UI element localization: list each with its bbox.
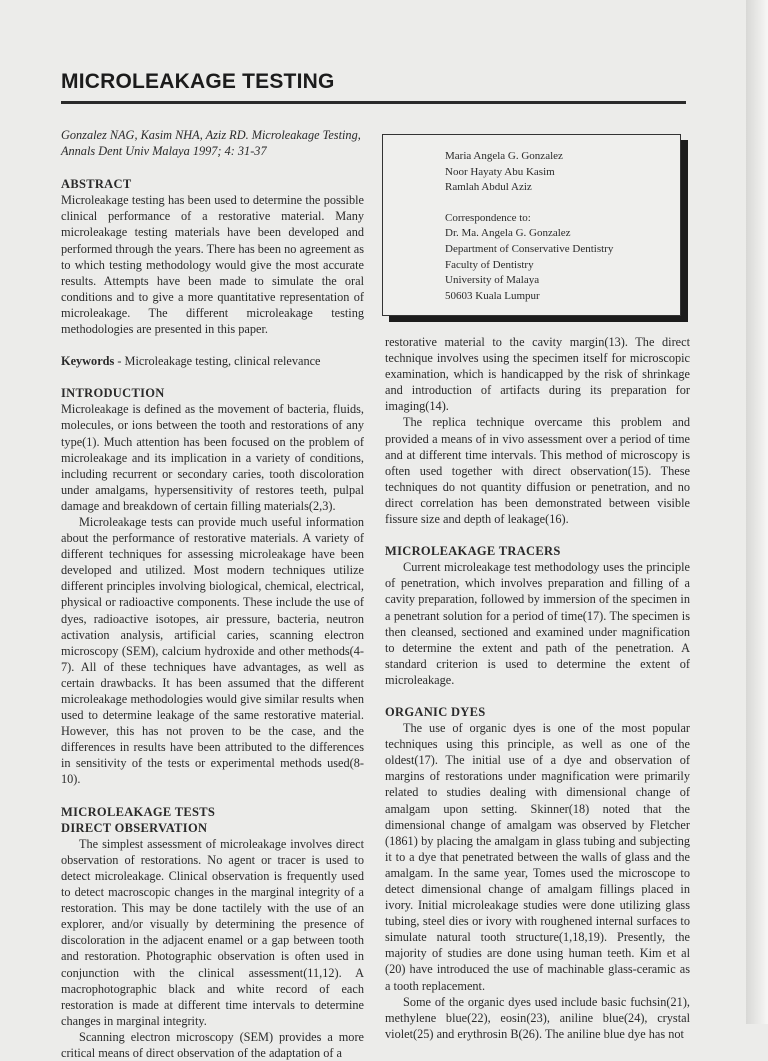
correspondence-label: Correspondence to: [445,211,531,224]
keywords [61,353,364,369]
abstract-text: Microleakage testing has been used to determine the possible clinical performance of a restorative material. Many microleakage testing materials have been developed and performed through the years. There has been no agreement as to which testing methodology would give the most accurate results. Attempts have been made to simulate the oral conditions and to give a more quantitative representation of microleakage. The different microleakage testing methodologies are presented in this paper. [61,193,364,337]
right-paragraph-1: restorative material to the cavity margin(13). The direct technique involves using the specimen itself for microscopic examination, which is handicapped by the risk of shrinkage and introduction of artifacts during its preparation for imaging(14). [385,335,690,414]
direct-observation-paragraph-2: Scanning electron microscopy (SEM) provides a more critical means of direct observation of the adaptation of a [61,1029,364,1060]
author-3: Ramlah Abdul Aziz [445,181,532,194]
direct-observation-paragraph-1: The simplest assessment of microleakage involves direct observation of restorations. No agent or tracer is used to detect microleakage. Clinical observation is frequently used to detect macroscopic changes in the marginal integrity of a restoration. This may be done tactilely with the use of an explorer, and/or visually by determining the presence of discoloration in the adjacent enamel or a gap between tooth and restoration. Photographic observation is often used in conjunction with the clinical assessment(11,12). A macrophotographic black and white record of each restoration is made at different time intervals to determine changes in marginal integrity. [61,836,364,1028]
tracers-heading: MICROLEAKAGE TRACERS [385,544,561,559]
tracers-paragraph: Current microleakage test methodology uses the principle of penetration, which involves preparation and filling of a cavity preparation, followed by immersion of the specimen in a penetrant solution for a period of time(17). The specimen is then cleansed, sectioned and examined under magnification to determine the extent and path of the penetration. A standard criterion is used to determine the extent of microleakage. [385,560,690,687]
right-paragraph-2: The replica technique overcame this problem and provided a means of in vivo assessment over a period of time and at different time intervals. This method of microscopy is often used together with direct observation(15). These techniques do not quantity diffusion or penetration, and no direct correlation has been demonstrated between visible fissure size and depth of leakage(16). [385,415,690,527]
keywords-sep: - [114,354,125,369]
abstract-heading: ABSTRACT [61,177,132,192]
organic-dyes-paragraph-1: The use of organic dyes is one of the most popular techniques using this principle, as well as one of the oldest(17). The initial use of a dye and observation of margins of restorations under magnification were primarily related to studies dealing with dimensional change of amalgam upon setting. Skinner(18) noted that the dimensional change of amalgam was observed by Fletcher (1861) by placing the amalgam in glass tubing and subjecting it to a dye that penetrated between the walls of glass and the amalgam. In the same year, Tomes used the microscope to detect dimensional change of amalgam fillings placed in ivory. Initial microleakage studies were done utilizing glass tubing, steel dies or ivory with roughened internal surfaces to simulate natural tooth structure(1,18,19). Presently, the majority of studies are done using human teeth. Kim et al (20) have introduced the use of machinable glass-ceramic as a tooth replacement. [385,721,690,993]
correspondence-department: Department of Conservative Dentistry [445,242,614,255]
introduction-heading: INTRODUCTION [61,386,165,401]
tests-heading: MICROLEAKAGE TESTS [61,804,216,819]
direct-observation-heading: DIRECT OBSERVATION [61,820,208,835]
right-column [385,334,690,1042]
author-info-box [382,134,681,316]
introduction-paragraph-1: Microleakage is defined as the movement of bacteria, fluids, molecules, or ions between the tooth and restorations of any type(1). Much attention has been focused on the problem of microleakage and its implication in a variety of conditions, including recurrent or secondary caries, tooth discoloration under amalgams, hypersensitivity of restores teeth, pulpal damage and breakdown of certain filling materials(2,3). [61,402,364,513]
correspondence-faculty: Faculty of Dentistry [445,258,534,271]
correspondence-address: 50603 Kuala Lumpur [445,289,540,302]
keywords-text: Microleakage testing, clinical relevance [124,354,321,369]
organic-dyes-heading: ORGANIC DYES [385,704,486,719]
title-rule [61,101,686,104]
page-title: MICROLEAKAGE TESTING [61,70,335,93]
author-2: Noor Hayaty Abu Kasim [445,165,555,178]
organic-dyes-paragraph-2: Some of the organic dyes used include basic fuchsin(21), methylene blue(22), eosin(23), aniline blue(24), crystal violet(25) and erythrosin B(26). The aniline blue dye has not [385,994,690,1041]
left-column [61,127,364,1061]
correspondence-university: University of Malaya [445,274,540,287]
correspondence-name: Dr. Ma. Angela G. Gonzalez [445,227,571,240]
citation: Gonzalez NAG, Kasim NHA, Aziz RD. Microleakage Testing, Annals Dent Univ Malaya 1997; 4: 31-37 [61,128,361,159]
introduction-paragraph-2: Microleakage tests can provide much useful information about the performance of restorative materials. A variety of different techniques for assessing microleakage have been developed and utilized. Most modern techniques utilize different principles involving biological, chemical, electrical, physical or radioactive components. These include the use of dyes, radioactive isotopes, air pressure, bacteria, neutron activation analysis, artificial caries, scanning electron microscopy (SEM), calcium hydroxide and other methods(4-7). All of these techniques have advantages, as well as certain drawbacks. It has been assumed that the different microleakage methodologies would give similar results when used to determine leakage of the same restorative material. However, this has not proven to be the case, and the differences in results have been attributed to the differences in sensitivity of the tests or experimental methods used(8-10). [61,514,364,787]
page-edge [746,0,768,1024]
author-1: Maria Angela G. Gonzalez [445,150,563,162]
keywords-label: Keywords [61,354,115,369]
